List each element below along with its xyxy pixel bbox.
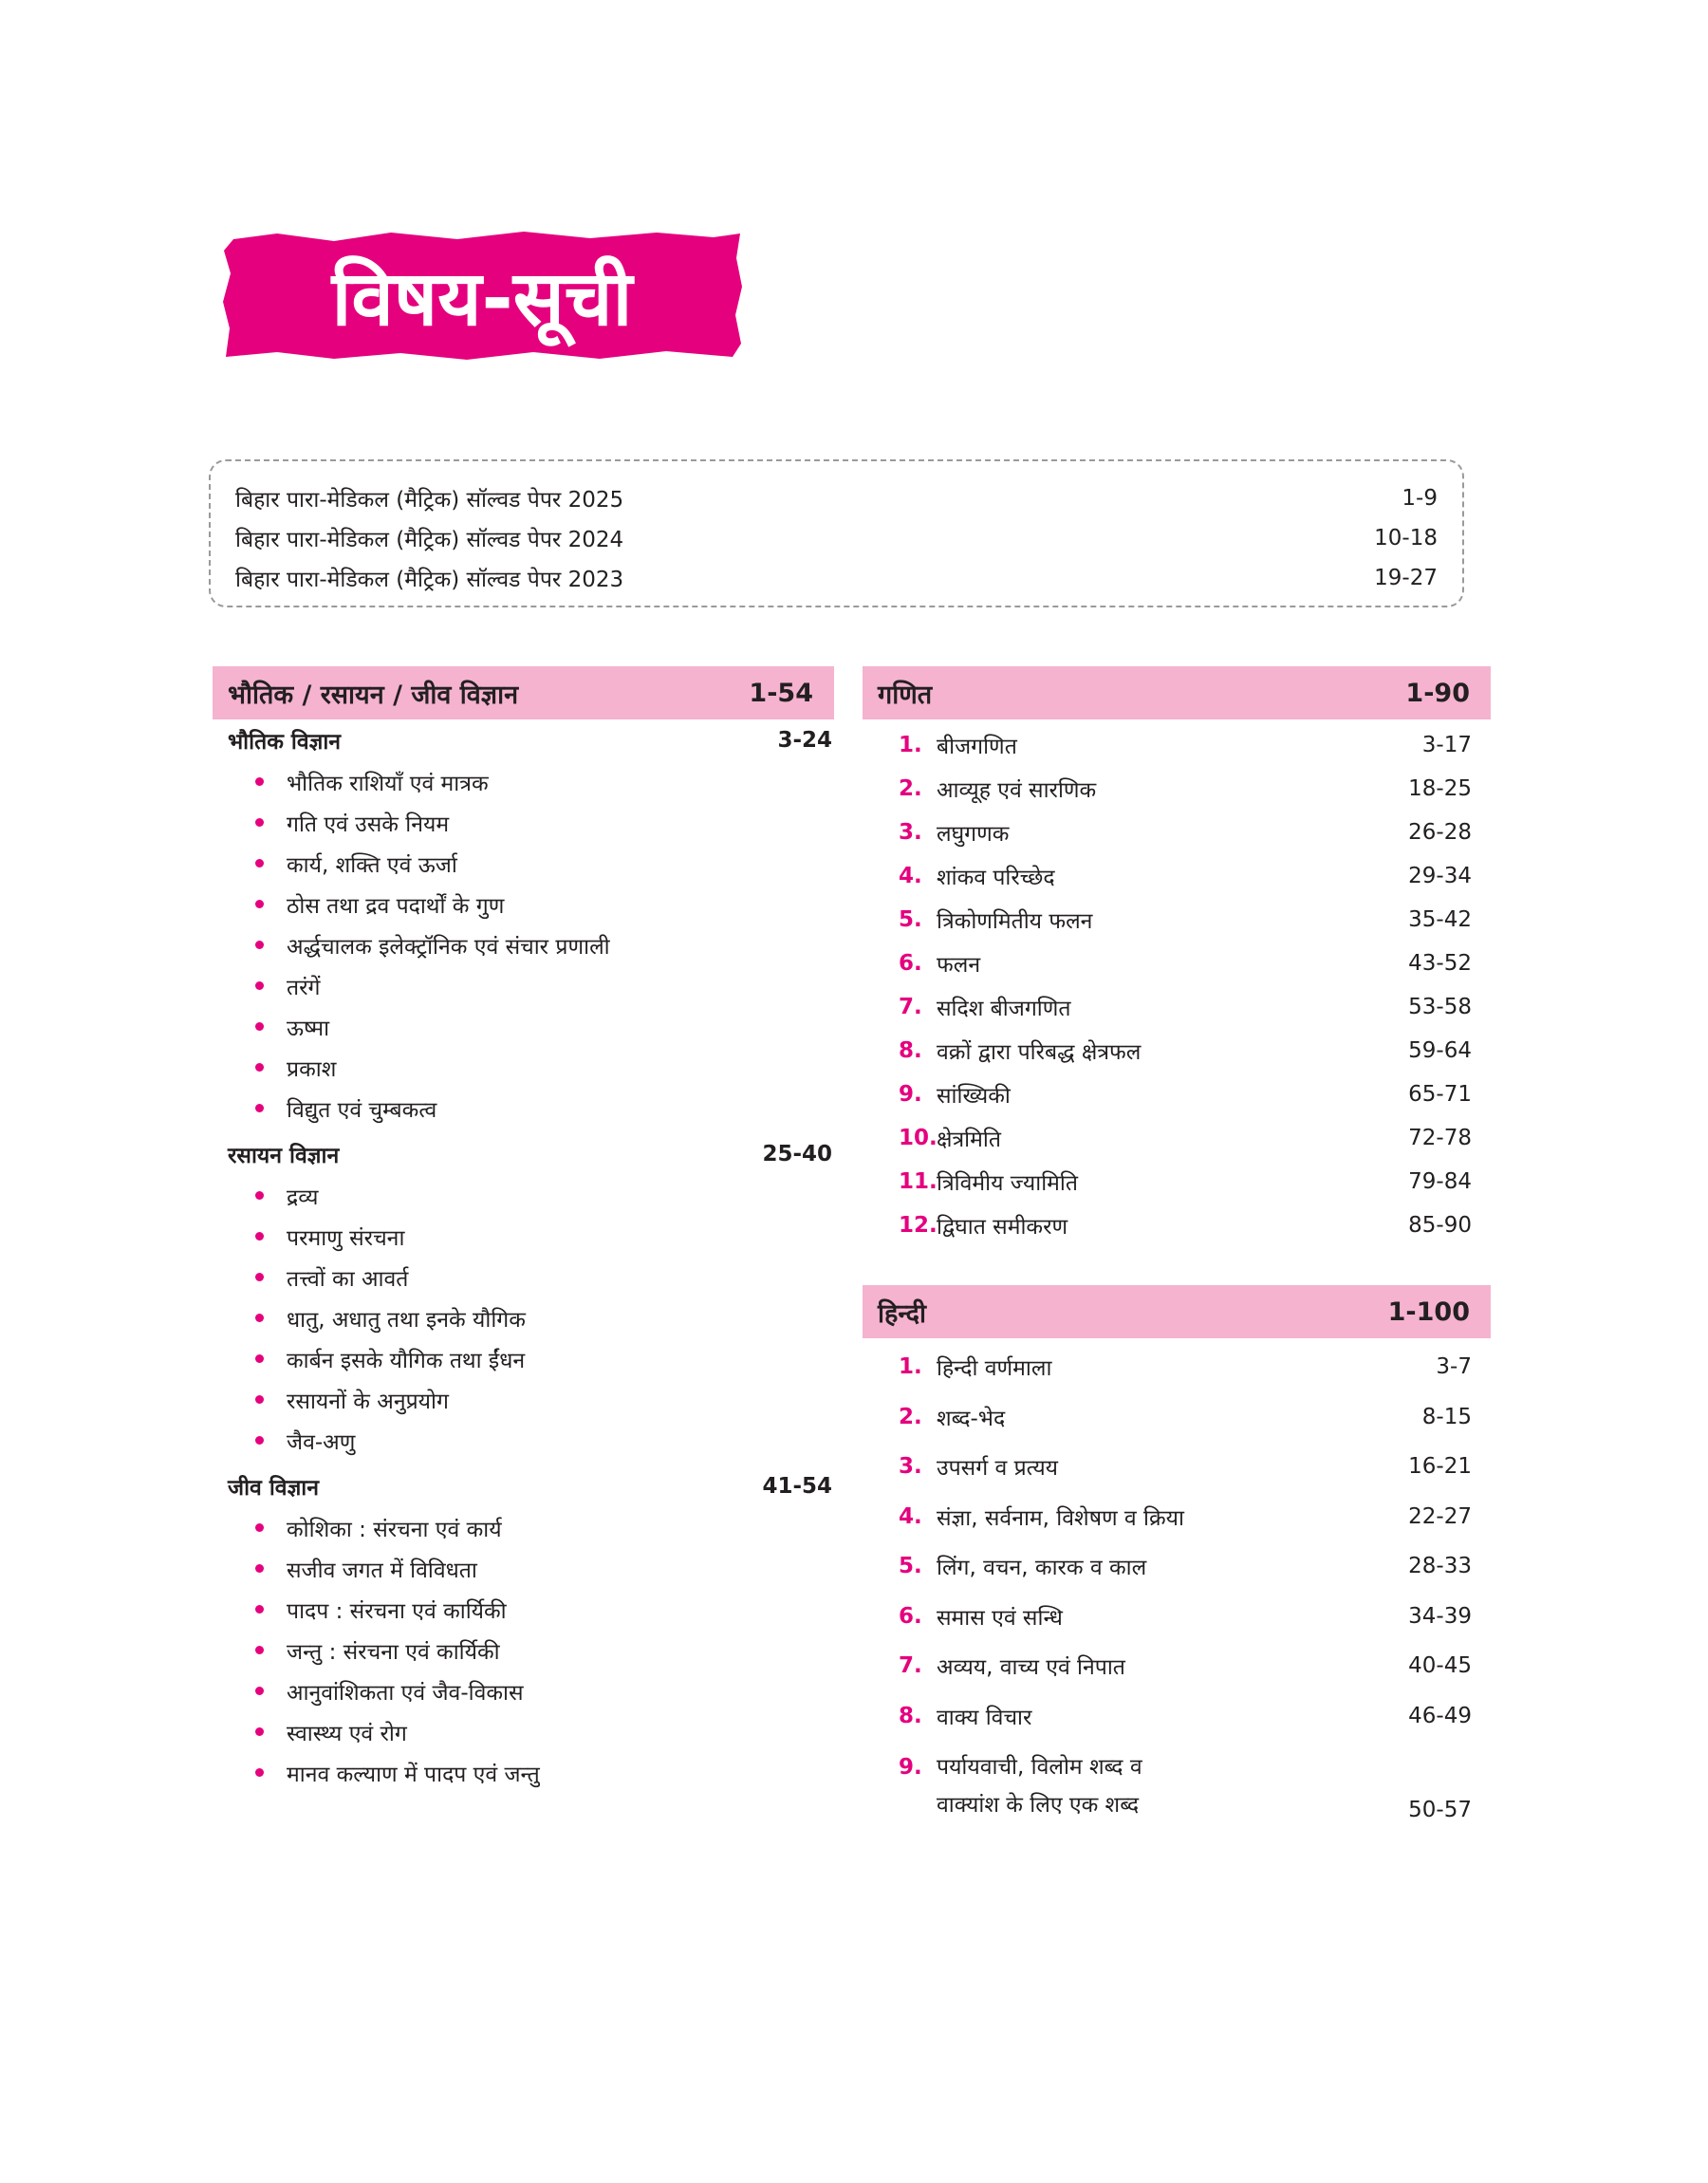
- chapter-label-line-2: वाक्यांश के लिए एक शब्द: [937, 1793, 1140, 1818]
- list-item[interactable]: [899, 1073, 1472, 1116]
- list-item[interactable]: [899, 1541, 1472, 1592]
- bullet-icon: [255, 1564, 264, 1573]
- science-section-header[interactable]: [213, 666, 834, 719]
- chapter-number: 1.: [899, 733, 922, 757]
- section-title: भौतिक / रसायन / जीव विज्ञान: [228, 680, 519, 710]
- topic-label: सजीव जगत में विविधता: [287, 1558, 477, 1583]
- bullet-icon: [255, 1314, 264, 1322]
- bullet-icon: [255, 1191, 264, 1200]
- chapter-pages: 46-49: [1408, 1703, 1472, 1728]
- topic-label: कोशिका : संरचना एवं कार्य: [287, 1517, 502, 1542]
- topic-label: गति एवं उसके नियम: [287, 812, 450, 837]
- chapter-number: 5.: [899, 1554, 922, 1579]
- page-title: विषय-सूची: [331, 253, 633, 343]
- list-item[interactable]: [255, 1589, 834, 1630]
- list-item[interactable]: [899, 1392, 1472, 1443]
- topic-label: द्रव्य: [287, 1185, 319, 1210]
- topic-label: जन्तु : संरचना एवं कार्यिकी: [287, 1639, 500, 1665]
- bullet-icon: [255, 1232, 264, 1241]
- list-item[interactable]: [255, 1507, 834, 1548]
- subsection-title: रसायन विज्ञान: [228, 1144, 340, 1168]
- list-item[interactable]: [899, 1641, 1472, 1691]
- list-item[interactable]: [899, 942, 1472, 985]
- topic-label: पादप : संरचना एवं कार्यिकी: [287, 1598, 507, 1624]
- maths-hindi-column: [863, 666, 1491, 1826]
- chapter-number: 11.: [899, 1169, 938, 1194]
- bullet-icon: [255, 1436, 264, 1445]
- topic-label: कार्बन इसके यौगिक तथा ईंधन: [287, 1348, 526, 1373]
- list-item[interactable]: [255, 884, 834, 924]
- list-item[interactable]: [255, 965, 834, 1006]
- topic-label: तत्त्वों का आवर्त: [287, 1266, 409, 1292]
- section-title: हिन्दी: [878, 1298, 927, 1329]
- chemistry-topic-list: [213, 1175, 834, 1461]
- chapter-label-line-1: पर्यायवाची, विलोम शब्द व: [937, 1755, 1142, 1780]
- chapter-pages: 34-39: [1408, 1603, 1472, 1629]
- chapter-label: सदिश बीजगणित: [937, 997, 1071, 1021]
- chapter-pages: 72-78: [1408, 1126, 1472, 1150]
- chapter-label: समास एवं सन्धि: [937, 1605, 1063, 1631]
- paper-pages: 10-18: [1374, 526, 1438, 550]
- bullet-icon: [255, 1727, 264, 1736]
- chapter-label: क्षेत्रमिति: [937, 1128, 1001, 1152]
- list-item[interactable]: [255, 802, 834, 843]
- paper-pages: 19-27: [1374, 566, 1438, 590]
- chapter-number: 2.: [899, 1404, 922, 1429]
- chapter-label: शब्द-भेद: [937, 1406, 1006, 1431]
- biology-subheader[interactable]: [213, 1465, 834, 1507]
- bullet-icon: [255, 941, 264, 949]
- paper-label: बिहार पारा-मेडिकल (मैट्रिक) सॉल्वड पेपर 2023: [235, 568, 624, 592]
- paper-label: बिहार पारा-मेडिकल (मैट्रिक) सॉल्वड पेपर 2025: [235, 488, 624, 513]
- chapter-pages: 3-17: [1421, 733, 1472, 757]
- list-item[interactable]: [255, 1047, 834, 1088]
- maths-section-header[interactable]: [863, 666, 1491, 719]
- subsection-title: जीव विज्ञान: [228, 1476, 320, 1501]
- bullet-icon: [255, 1063, 264, 1072]
- chapter-label: द्विघात समीकरण: [937, 1215, 1068, 1240]
- list-item[interactable]: [899, 1116, 1472, 1160]
- solved-papers-box: [209, 459, 1464, 607]
- chapter-number: 2.: [899, 776, 922, 801]
- bullet-icon: [255, 900, 264, 908]
- chapter-number: 3.: [899, 1454, 922, 1480]
- chapter-pages: 29-34: [1408, 864, 1472, 888]
- topic-label: परमाणु संरचना: [287, 1225, 405, 1251]
- section-spacer: [863, 1247, 1491, 1285]
- list-item[interactable]: [255, 1257, 834, 1297]
- chapter-label: शांकव परिच्छेद: [937, 866, 1055, 890]
- topic-label: मानव कल्याण में पादप एवं जन्तु: [287, 1762, 540, 1787]
- bullet-icon: [255, 1273, 264, 1281]
- chapter-number: 5.: [899, 907, 922, 932]
- bullet-icon: [255, 1646, 264, 1654]
- topic-label: आनुवांशिकता एवं जैव-विकास: [287, 1680, 524, 1706]
- section-title: गणित: [878, 680, 933, 710]
- biology-topic-list: [213, 1507, 834, 1793]
- list-item[interactable]: [899, 898, 1472, 942]
- paper-pages: 1-9: [1402, 486, 1438, 511]
- subsection-pages: 3-24: [777, 728, 832, 753]
- list-item[interactable]: [255, 1420, 834, 1461]
- chapter-pages: 8-15: [1421, 1404, 1472, 1429]
- chapter-number: 10.: [899, 1126, 938, 1150]
- list-item[interactable]: [899, 1741, 1472, 1826]
- chapter-label: वाक्य विचार: [937, 1705, 1032, 1730]
- chapter-pages: 59-64: [1408, 1038, 1472, 1063]
- list-item[interactable]: [255, 1752, 834, 1793]
- chapter-number: 8.: [899, 1703, 922, 1728]
- section-pages: 1-90: [1405, 678, 1470, 708]
- chapter-number: 8.: [899, 1038, 922, 1063]
- list-item[interactable]: [899, 1203, 1472, 1247]
- chapter-number: 7.: [899, 995, 922, 1019]
- chapter-number: 12.: [899, 1213, 938, 1238]
- subsection-pages: 25-40: [762, 1142, 832, 1166]
- paper-row[interactable]: [235, 558, 1438, 598]
- chapter-label: बीजगणित: [937, 735, 1017, 759]
- section-pages: 1-54: [749, 678, 813, 708]
- chapter-label: त्रिविमीय ज्यामिति: [937, 1171, 1078, 1196]
- list-item[interactable]: [899, 985, 1472, 1029]
- chapter-label: लघुगणक: [937, 822, 1010, 847]
- chapter-pages: 16-21: [1408, 1454, 1472, 1480]
- paper-row[interactable]: [235, 518, 1438, 558]
- chapter-number: 1.: [899, 1354, 922, 1380]
- bullet-icon: [255, 777, 264, 786]
- chapter-pages: 50-57: [1408, 1798, 1472, 1822]
- list-item[interactable]: [899, 854, 1472, 898]
- list-item[interactable]: [899, 1442, 1472, 1492]
- topic-label: भौतिक राशियाँ एवं मात्रक: [287, 771, 489, 796]
- chapter-label: सांख्यिकी: [937, 1084, 1011, 1109]
- list-item[interactable]: [899, 723, 1472, 767]
- chapter-pages: 3-7: [1436, 1354, 1472, 1380]
- bullet-icon: [255, 1768, 264, 1777]
- chapter-number: 9.: [899, 1082, 922, 1107]
- bullet-icon: [255, 1687, 264, 1695]
- chapter-pages: 43-52: [1408, 951, 1472, 976]
- chapter-pages: 28-33: [1408, 1554, 1472, 1579]
- bullet-icon: [255, 859, 264, 868]
- chapter-label: लिंग, वचन, कारक व काल: [937, 1556, 1147, 1581]
- list-item[interactable]: [899, 1592, 1472, 1642]
- bullet-icon: [255, 1022, 264, 1031]
- list-item[interactable]: [255, 843, 834, 884]
- chapter-number: 7.: [899, 1653, 922, 1679]
- topic-label: तरंगें: [287, 975, 321, 1000]
- bullet-icon: [255, 1104, 264, 1112]
- title-banner: [220, 230, 744, 361]
- chapter-pages: 26-28: [1408, 820, 1472, 845]
- bullet-icon: [255, 981, 264, 990]
- topic-label: कार्य, शक्ति एवं ऊर्जा: [287, 852, 457, 878]
- list-item[interactable]: [899, 1492, 1472, 1542]
- paper-row[interactable]: [235, 478, 1438, 518]
- chapter-label: हिन्दी वर्णमाला: [937, 1356, 1052, 1382]
- physics-topic-list: [213, 761, 834, 1129]
- list-item[interactable]: [899, 1029, 1472, 1073]
- list-item[interactable]: [255, 1670, 834, 1711]
- topic-label: धातु, अधातु तथा इनके यौगिक: [287, 1307, 526, 1333]
- list-item[interactable]: [255, 1216, 834, 1257]
- list-item[interactable]: [899, 811, 1472, 854]
- topic-label: जैव-अणु: [287, 1429, 356, 1455]
- list-item[interactable]: [255, 1338, 834, 1379]
- chapter-pages: 85-90: [1408, 1213, 1472, 1238]
- topic-label: ऊष्मा: [287, 1016, 330, 1041]
- list-item[interactable]: [255, 1006, 834, 1047]
- list-item[interactable]: [255, 1175, 834, 1216]
- list-item[interactable]: [899, 767, 1472, 811]
- topic-label: स्वास्थ्य एवं रोग: [287, 1721, 407, 1746]
- list-item[interactable]: [255, 1379, 834, 1420]
- list-item[interactable]: [899, 1160, 1472, 1203]
- chapter-pages: 79-84: [1408, 1169, 1472, 1194]
- topic-label: ठोस तथा द्रव पदार्थों के गुण: [287, 893, 505, 919]
- chapter-label: अव्यय, वाच्य एवं निपात: [937, 1655, 1125, 1681]
- list-item[interactable]: [255, 1297, 834, 1338]
- topic-label: रसायनों के अनुप्रयोग: [287, 1389, 449, 1414]
- chapter-label: [937, 1748, 1396, 1824]
- chapter-pages: 18-25: [1408, 776, 1472, 801]
- topic-label: अर्द्धचालक इलेक्ट्रॉनिक एवं संचार प्रणाली: [287, 934, 610, 960]
- list-item[interactable]: [255, 1711, 834, 1752]
- chapter-pages: 65-71: [1408, 1082, 1472, 1107]
- list-item[interactable]: [255, 1630, 834, 1670]
- paper-label: बिहार पारा-मेडिकल (मैट्रिक) सॉल्वड पेपर 2024: [235, 528, 624, 552]
- topic-label: प्रकाश: [287, 1056, 337, 1082]
- bullet-icon: [255, 1354, 264, 1363]
- chapter-pages: 22-27: [1408, 1503, 1472, 1529]
- hindi-chapter-list: [863, 1338, 1491, 1826]
- chapter-pages: 35-42: [1408, 907, 1472, 932]
- chapter-number: 6.: [899, 1603, 922, 1629]
- science-column: [213, 666, 834, 1798]
- chapter-number: 9.: [899, 1755, 922, 1780]
- bullet-icon: [255, 1523, 264, 1532]
- maths-chapter-list: [863, 719, 1491, 1247]
- list-item[interactable]: [255, 924, 834, 965]
- chemistry-subheader[interactable]: [213, 1133, 834, 1175]
- chapter-pages: 53-58: [1408, 995, 1472, 1019]
- chapter-label: संज्ञा, सर्वनाम, विशेषण व क्रिया: [937, 1505, 1184, 1531]
- topic-label: विद्युत एवं चुम्बकत्व: [287, 1097, 437, 1123]
- chapter-label: आव्यूह एवं सारणिक: [937, 778, 1097, 803]
- subsection-pages: 41-54: [762, 1474, 832, 1499]
- list-item[interactable]: [255, 1548, 834, 1589]
- chapter-label: फलन: [937, 953, 981, 978]
- subsection-title: भौतिक विज्ञान: [228, 730, 342, 755]
- hindi-section-header[interactable]: [863, 1285, 1491, 1338]
- bullet-icon: [255, 818, 264, 827]
- list-item[interactable]: [255, 761, 834, 802]
- bullet-icon: [255, 1605, 264, 1614]
- chapter-label: उपसर्ग व प्रत्यय: [937, 1456, 1059, 1482]
- section-pages: 1-100: [1387, 1297, 1470, 1327]
- chapter-number: 6.: [899, 951, 922, 976]
- chapter-pages: 40-45: [1408, 1653, 1472, 1679]
- list-item[interactable]: [899, 1691, 1472, 1742]
- chapter-number: 4.: [899, 864, 922, 888]
- list-item[interactable]: [255, 1088, 834, 1129]
- chapter-number: 3.: [899, 820, 922, 845]
- list-item[interactable]: [899, 1342, 1472, 1392]
- bullet-icon: [255, 1395, 264, 1404]
- chapter-label: वक्रों द्वारा परिबद्ध क्षेत्रफल: [937, 1040, 1142, 1065]
- physics-subheader[interactable]: [213, 719, 834, 761]
- chapter-label: त्रिकोणमितीय फलन: [937, 909, 1093, 934]
- chapter-number: 4.: [899, 1503, 922, 1529]
